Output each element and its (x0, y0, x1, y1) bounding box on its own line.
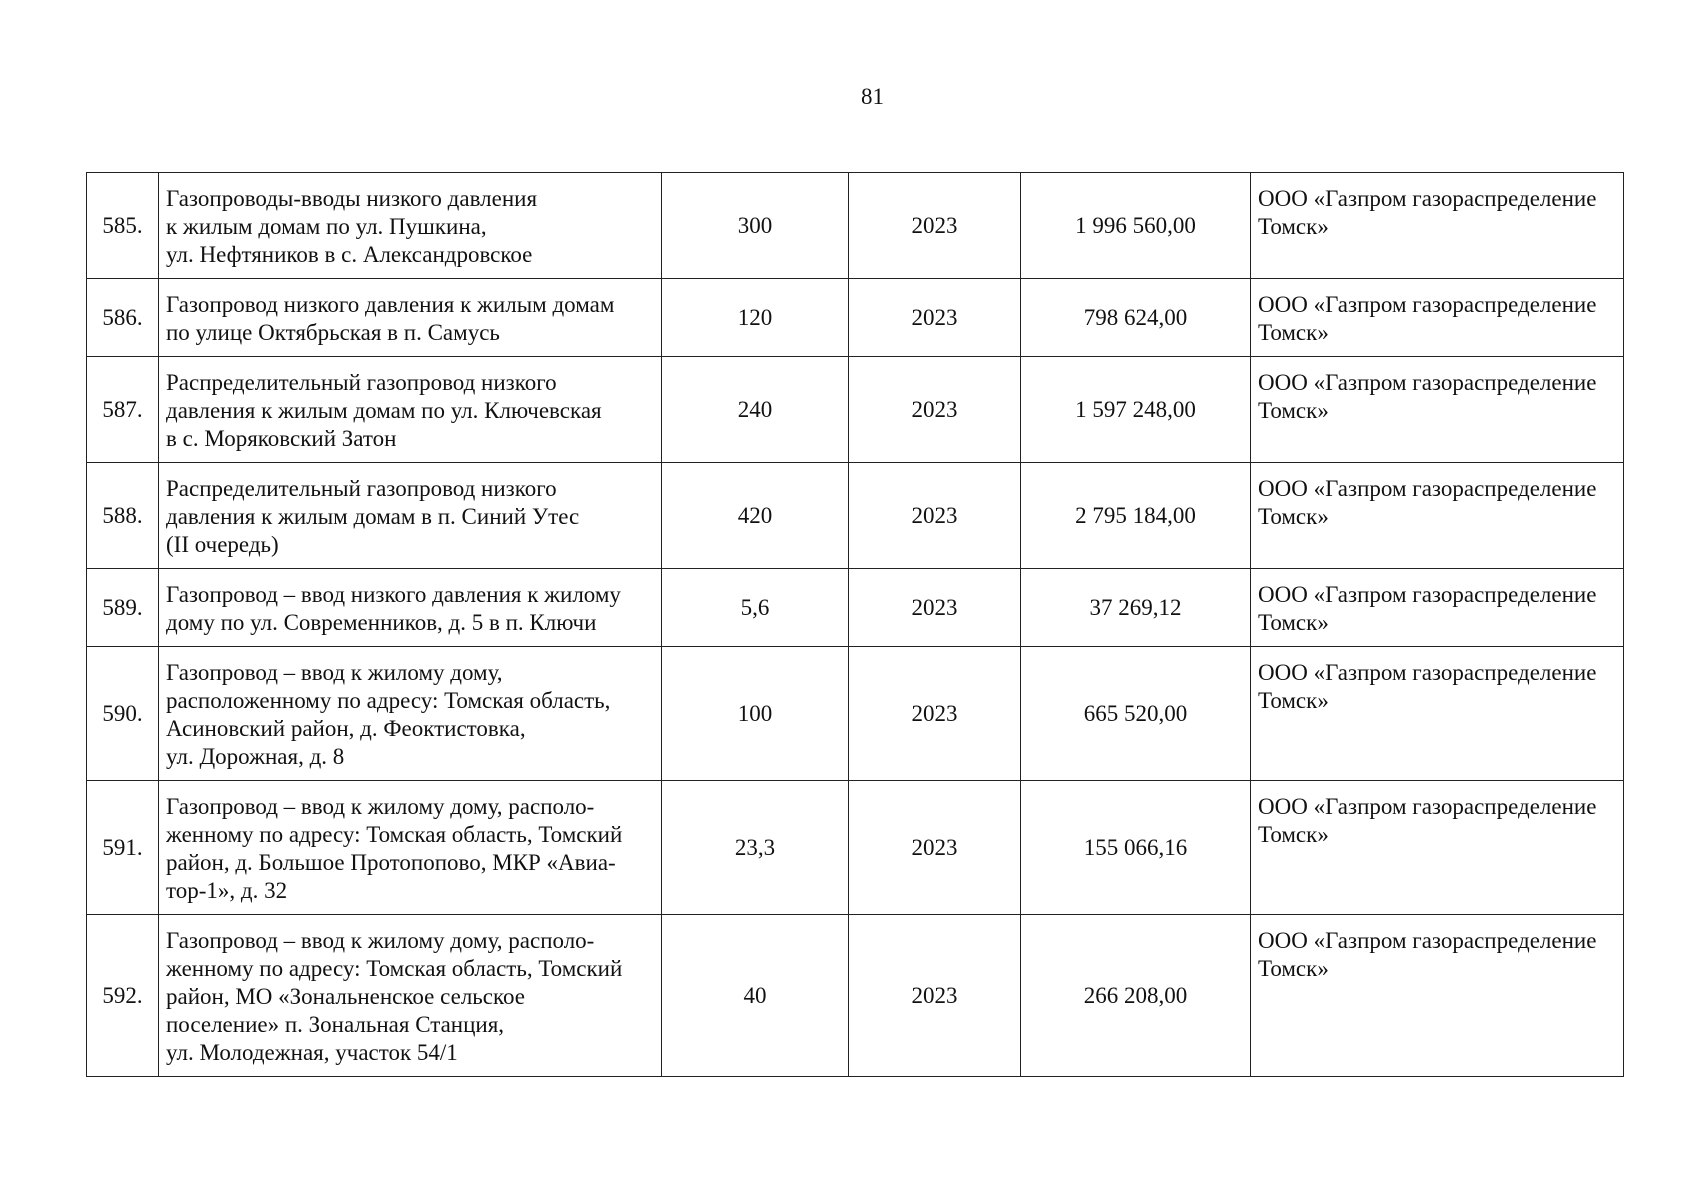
object-name: Газопровод – ввод к жилому дому, располо- женному по адресу: Томская область, Томский район, МО «Зональненское сельское поселение» п. Зональная Станция, ул. Молодежная, участок 54/1 (159, 915, 662, 1077)
object-cost: 155 066,16 (1021, 781, 1251, 915)
object-year: 2023 (849, 279, 1021, 357)
object-organization: ООО «Газпром газораспределение Томск» (1251, 463, 1624, 569)
row-number: 588. (87, 463, 159, 569)
object-organization: ООО «Газпром газораспределение Томск» (1251, 173, 1624, 279)
object-length: 420 (662, 463, 849, 569)
object-cost: 37 269,12 (1021, 569, 1251, 647)
row-number: 587. (87, 357, 159, 463)
object-name: Газопровод – ввод к жилому дому, расположенному по адресу: Томская область, Асиновский район, д. Феоктистовка, ул. Дорожная, д. 8 (159, 647, 662, 781)
page-number: 81 (861, 84, 884, 109)
object-year: 2023 (849, 569, 1021, 647)
object-name: Газопровод – ввод к жилому дому, располо- женному по адресу: Томская область, Томский район, д. Большое Протопопово, МКР «Авиа- тор-1», д. 32 (159, 781, 662, 915)
objects-table (86, 172, 1624, 1077)
table-row (87, 781, 1624, 915)
object-organization: ООО «Газпром газораспределение Томск» (1251, 647, 1624, 781)
object-name: Распределительный газопровод низкого давления к жилым домам в п. Синий Утес (II очередь) (159, 463, 662, 569)
table-row (87, 463, 1624, 569)
object-cost: 665 520,00 (1021, 647, 1251, 781)
table-row (87, 357, 1624, 463)
row-number: 586. (87, 279, 159, 357)
table-row (87, 647, 1624, 781)
object-organization: ООО «Газпром газораспределение Томск» (1251, 781, 1624, 915)
object-length: 300 (662, 173, 849, 279)
object-length: 100 (662, 647, 849, 781)
object-name: Газопроводы-вводы низкого давления к жилым домам по ул. Пушкина, ул. Нефтяников в с. Александровское (159, 173, 662, 279)
row-number: 589. (87, 569, 159, 647)
object-length: 5,6 (662, 569, 849, 647)
object-year: 2023 (849, 173, 1021, 279)
object-year: 2023 (849, 781, 1021, 915)
object-length: 240 (662, 357, 849, 463)
object-organization: ООО «Газпром газораспределение Томск» (1251, 279, 1624, 357)
table-row (87, 915, 1624, 1077)
object-cost: 1 597 248,00 (1021, 357, 1251, 463)
object-organization: ООО «Газпром газораспределение Томск» (1251, 915, 1624, 1077)
object-name: Газопровод низкого давления к жилым домам по улице Октябрьская в п. Самусь (159, 279, 662, 357)
object-cost: 266 208,00 (1021, 915, 1251, 1077)
object-length: 40 (662, 915, 849, 1077)
object-length: 120 (662, 279, 849, 357)
object-cost: 798 624,00 (1021, 279, 1251, 357)
object-year: 2023 (849, 357, 1021, 463)
object-cost: 2 795 184,00 (1021, 463, 1251, 569)
object-year: 2023 (849, 463, 1021, 569)
object-year: 2023 (849, 647, 1021, 781)
object-organization: ООО «Газпром газораспределение Томск» (1251, 357, 1624, 463)
object-name: Газопровод – ввод низкого давления к жилому дому по ул. Современников, д. 5 в п. Ключи (159, 569, 662, 647)
table-row (87, 569, 1624, 647)
row-number: 585. (87, 173, 159, 279)
row-number: 591. (87, 781, 159, 915)
object-length: 23,3 (662, 781, 849, 915)
object-name: Распределительный газопровод низкого давления к жилым домам по ул. Ключевская в с. Моряковский Затон (159, 357, 662, 463)
row-number: 590. (87, 647, 159, 781)
table-row (87, 173, 1624, 279)
table-row (87, 279, 1624, 357)
object-organization: ООО «Газпром газораспределение Томск» (1251, 569, 1624, 647)
object-cost: 1 996 560,00 (1021, 173, 1251, 279)
object-year: 2023 (849, 915, 1021, 1077)
row-number: 592. (87, 915, 159, 1077)
